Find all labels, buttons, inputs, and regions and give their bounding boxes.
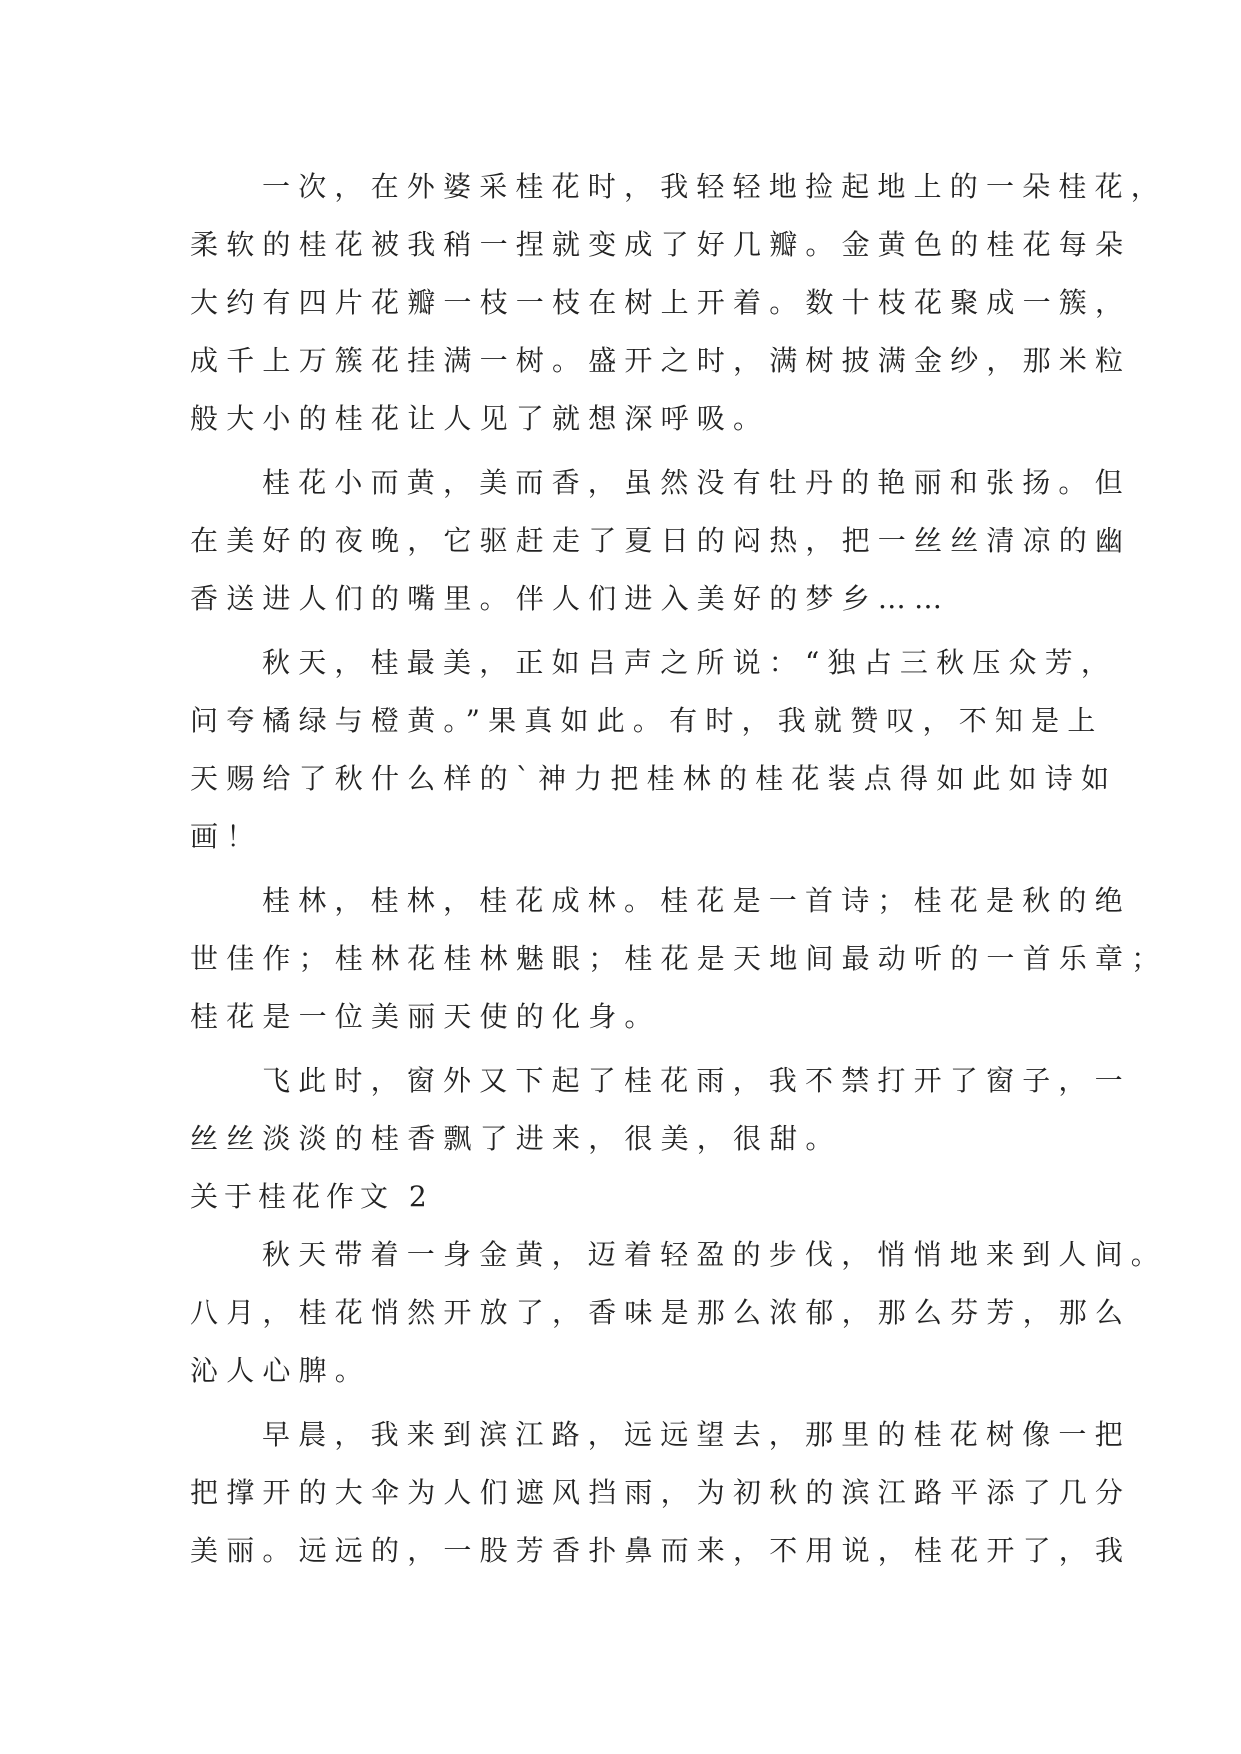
paragraph-line: 天赐给了秋什么样的`神力把桂林的桂花装点得如此如诗如 (190, 762, 1118, 795)
paragraph-line: 一次，在外婆采桂花时，我轻轻地捡起地上的一朵桂花， (262, 170, 1168, 203)
paragraph (190, 158, 1168, 448)
paragraph-line: 沁人心脾。 (190, 1354, 372, 1387)
paragraph (190, 454, 1132, 628)
paragraph-line: 秋天带着一身金黄，迈着轻盈的步伐，悄悄地来到人间。 (262, 1238, 1168, 1271)
paragraph-line: 美丽。远远的，一股芳香扑鼻而来，不用说，桂花开了，我 (190, 1534, 1132, 1567)
paragraph-line: 世佳作；桂林花桂林魅眼；桂花是天地间最动听的一首乐章； (190, 942, 1168, 975)
paragraph-line: 在美好的夜晚，它驱赶走了夏日的闷热，把一丝丝清凉的幽 (190, 524, 1132, 557)
paragraph-line: 桂花小而黄，美而香，虽然没有牡丹的艳丽和张扬。但 (262, 466, 1131, 499)
paragraph-line: 把撑开的大伞为人们遮风挡雨，为初秋的滨江路平添了几分 (190, 1476, 1132, 1509)
paragraph-line: 香送进人们的嘴里。伴人们进入美好的梦乡…… (190, 582, 951, 615)
paragraph-line: 般大小的桂花让人见了就想深呼吸。 (190, 402, 770, 435)
paragraph-line: 早晨，我来到滨江路，远远望去，那里的桂花树像一把 (262, 1418, 1131, 1451)
paragraph-line: 秋天，桂最美，正如吕声之所说：“独占三秋压众芳， (262, 646, 1118, 679)
paragraph-line: 大约有四片花瓣一枝一枝在树上开着。数十枝花聚成一簇， (190, 286, 1132, 319)
paragraph-line: 画！ (190, 820, 263, 853)
section-title: 关于桂花作文 2 (190, 1180, 433, 1213)
paragraph-line: 丝丝淡淡的桂香飘了进来，很美，很甜。 (190, 1122, 842, 1155)
paragraph-line: 八月，桂花悄然开放了，香味是那么浓郁，那么芬芳，那么 (190, 1296, 1132, 1329)
paragraph-line: 桂花是一位美丽天使的化身。 (190, 1000, 661, 1033)
paragraph-line: 桂林，桂林，桂花成林。桂花是一首诗；桂花是秋的绝 (262, 884, 1131, 917)
paragraph (190, 1406, 1132, 1580)
paragraph-line: 成千上万簇花挂满一树。盛开之时，满树披满金纱，那米粒 (190, 344, 1132, 377)
paragraph (190, 634, 1118, 866)
paragraph-line: 问夸橘绿与橙黄。”果真如此。有时，我就赞叹，不知是上 (190, 704, 1104, 737)
paragraph-line: 飞此时，窗外又下起了桂花雨，我不禁打开了窗子，一 (262, 1064, 1131, 1097)
paragraph (190, 1226, 1168, 1400)
paragraph-line: 柔软的桂花被我稍一捏就变成了好几瓣。金黄色的桂花每朵 (190, 228, 1132, 261)
paragraph (190, 872, 1168, 1046)
paragraph (190, 1052, 1131, 1168)
document-body (190, 158, 1168, 1580)
